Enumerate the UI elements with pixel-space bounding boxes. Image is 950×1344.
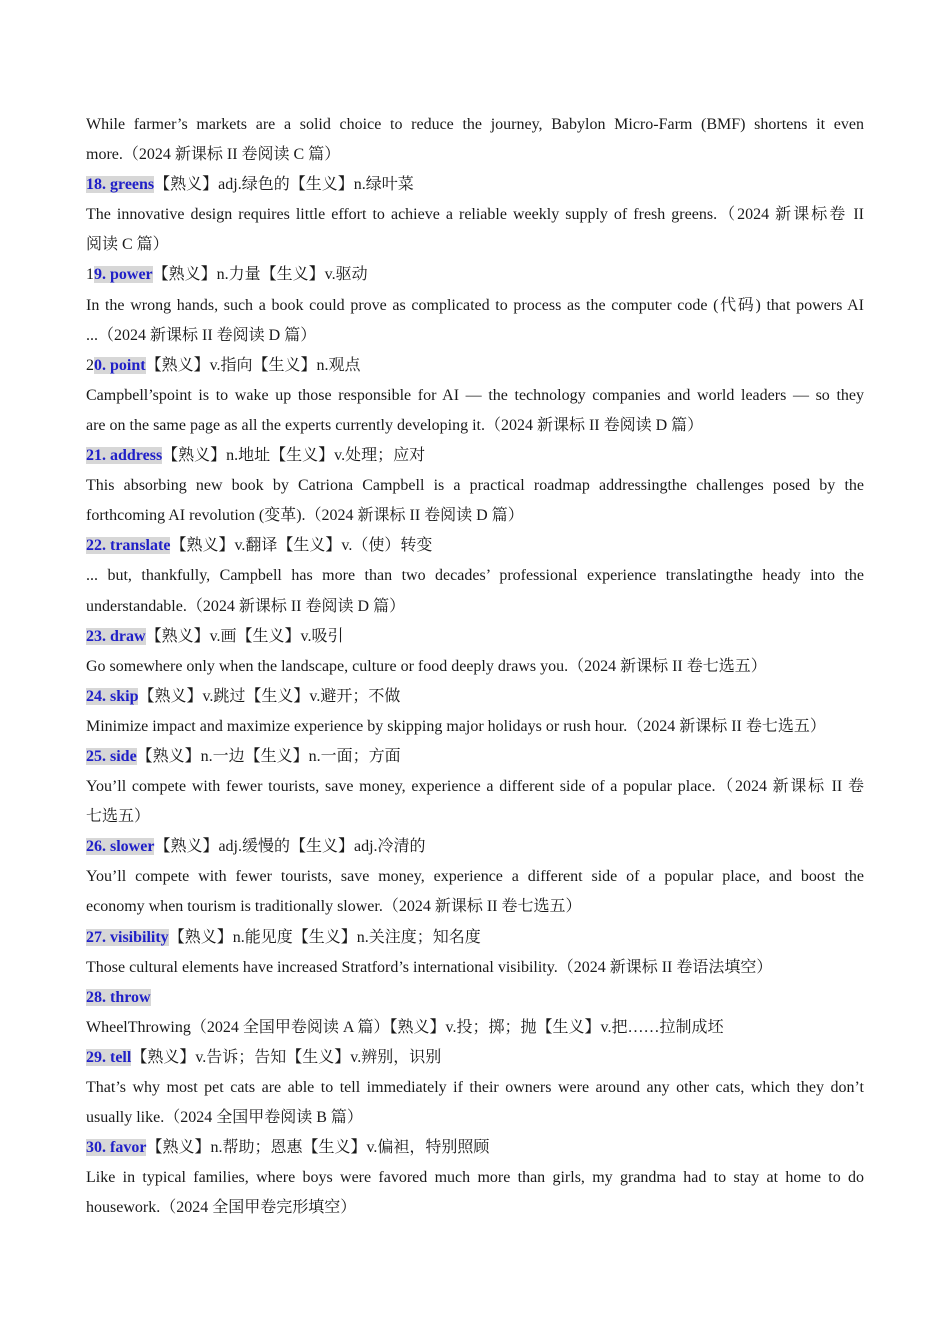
entry-word: 18. greens bbox=[86, 176, 155, 194]
example-sentence-line: 七选五） bbox=[86, 808, 151, 826]
example-sentence-line: economy when tourism is traditionally slower.（2024 新课标 II 卷七选五） bbox=[86, 898, 582, 916]
document-page bbox=[86, 110, 864, 1223]
entry-heading bbox=[86, 832, 864, 862]
example-sentence-line: Campbell’spoint is to wake up those responsible for AI — the technology companies and world leaders — so they bbox=[86, 386, 864, 404]
example-sentence-line: Those cultural elements have increased Stratford’s international visibility.（2024 新课标 II 卷语法填空） bbox=[86, 958, 773, 976]
entry-heading bbox=[86, 531, 864, 561]
entry-word: 29. tell bbox=[86, 1048, 132, 1066]
example-sentence-line: That’s why most pet cats are able to tell immediately if their owners were around any other cats, which they don’t bbox=[86, 1079, 864, 1096]
entry-meanings: 【熟义】n.能见度【生义】n.关注度；知名度 bbox=[168, 928, 481, 946]
entry-meanings: 【熟义】v.画【生义】v.吸引 bbox=[145, 627, 344, 645]
entry-meanings: 【熟义】n.帮助；恩惠【生义】v.偏袒，特别照顾 bbox=[146, 1139, 490, 1157]
entry-word: 27. visibility bbox=[86, 928, 169, 946]
entry-word: 22. translate bbox=[86, 537, 171, 555]
entry-heading bbox=[86, 983, 864, 1013]
vocab-entry bbox=[86, 1043, 864, 1133]
entry-meanings: 【熟义】n.力量【生义】v.驱动 bbox=[152, 266, 368, 284]
vocab-entry bbox=[86, 170, 864, 260]
vocab-entry bbox=[86, 923, 864, 983]
entry-heading bbox=[86, 260, 864, 290]
vocab-entry bbox=[86, 742, 864, 832]
entry-meanings: 【熟义】n.地址【生义】v.处理；应对 bbox=[162, 447, 426, 465]
entry-meanings: 【熟义】n.一边【生义】n.一面；方面 bbox=[136, 747, 401, 765]
entry-heading bbox=[86, 441, 864, 471]
example-sentence-line: The innovative design requires little effort to achieve a reliable weekly supply of fresh greens.（2024 新课标卷 II bbox=[86, 206, 864, 224]
vocab-entry bbox=[86, 1133, 864, 1223]
entry-heading bbox=[86, 1133, 864, 1163]
entry-word: 28. throw bbox=[86, 988, 151, 1006]
vocab-entry bbox=[86, 531, 864, 621]
example-sentence-line: 阅读 C 篇） bbox=[86, 236, 169, 254]
vocab-entry bbox=[86, 260, 864, 350]
entry-meanings: 【熟义】adj.缓慢的【生义】adj.冷清的 bbox=[154, 838, 426, 856]
entry-heading bbox=[86, 742, 864, 772]
entry-word: 0. point bbox=[94, 356, 146, 374]
entry-word: 9. power bbox=[94, 266, 153, 284]
entry-heading bbox=[86, 170, 864, 200]
entry-number-prefix: 1 bbox=[86, 266, 94, 284]
example-sentence-line: ...（2024 新课标 II 卷阅读 D 篇） bbox=[86, 326, 317, 344]
vocab-entry bbox=[86, 351, 864, 441]
example-sentence-line: While farmer’s markets are a solid choice to reduce the journey, Babylon Micro-Farm (BMF) shortens it even bbox=[86, 116, 864, 133]
example-sentence-line: Go somewhere only when the landscape, culture or food deeply draws you.（2024 新课标 II 卷七选五） bbox=[86, 657, 767, 675]
entry-word: 26. slower bbox=[86, 838, 155, 856]
vocab-entry bbox=[86, 110, 864, 170]
example-sentence-line: You’ll compete with fewer tourists, save money, experience a different side of a popular place.（2024 新课标 II 卷 bbox=[86, 778, 864, 796]
entry-heading bbox=[86, 682, 864, 712]
example-sentence-line: In the wrong hands, such a book could prove as complicated to process as the computer code (代码) that powers AI bbox=[86, 296, 864, 314]
entry-heading bbox=[86, 923, 864, 953]
entry-word: 25. side bbox=[86, 747, 137, 765]
example-sentence-line: You’ll compete with fewer tourists, save money, experience a different side of a popular place, and boost the bbox=[86, 868, 864, 886]
entry-heading bbox=[86, 1043, 864, 1073]
entry-meanings: 【熟义】v.告诉；告知【生义】v.辨别，识别 bbox=[131, 1048, 442, 1066]
entry-word: 21. address bbox=[86, 447, 163, 465]
entry-meanings: 【熟义】adj.绿色的【生义】n.绿叶菜 bbox=[154, 176, 414, 194]
entry-heading bbox=[86, 622, 864, 652]
vocab-entry bbox=[86, 441, 864, 531]
example-sentence-line: This absorbing new book by Catriona Campbell is a practical roadmap addressingthe challenges posed by the bbox=[86, 477, 864, 495]
entry-meanings: 【熟义】v.跳过【生义】v.避开；不做 bbox=[138, 687, 401, 705]
example-sentence-line: usually like.（2024 全国甲卷阅读 B 篇） bbox=[86, 1109, 363, 1127]
vocab-entry bbox=[86, 622, 864, 682]
example-sentence-line: more.（2024 新课标 II 卷阅读 C 篇） bbox=[86, 146, 341, 164]
entry-heading bbox=[86, 351, 864, 381]
example-sentence-line: housework.（2024 全国甲卷完形填空） bbox=[86, 1199, 357, 1217]
example-sentence-line: WheelThrowing（2024 全国甲卷阅读 A 篇）【熟义】v.投；掷；抛【生义】v.把……拉制成坯 bbox=[86, 1018, 724, 1036]
example-sentence-line: ... but, thankfully, Campbell has more than two decades’ professional experience translatingthe heady into the bbox=[86, 567, 864, 585]
example-sentence-line: are on the same page as all the experts currently developing it.（2024 新课标 II 卷阅读 D 篇） bbox=[86, 416, 704, 434]
entry-meanings: 【熟义】v.翻译【生义】v.（使）转变 bbox=[170, 537, 433, 555]
vocab-entry bbox=[86, 682, 864, 742]
entry-word: 24. skip bbox=[86, 687, 139, 705]
example-sentence-line: understandable.（2024 新课标 II 卷阅读 D 篇） bbox=[86, 597, 406, 615]
entry-word: 23. draw bbox=[86, 627, 146, 645]
entry-number-prefix: 2 bbox=[86, 356, 94, 374]
vocab-entry bbox=[86, 983, 864, 1043]
entry-meanings: 【熟义】v.指向【生义】n.观点 bbox=[145, 356, 361, 374]
example-sentence-line: forthcoming AI revolution (变革).（2024 新课标 II 卷阅读 D 篇） bbox=[86, 507, 524, 525]
example-sentence-line: Like in typical families, where boys were favored much more than girls, my grandma had to stay at home to do bbox=[86, 1169, 864, 1187]
example-sentence-line: Minimize impact and maximize experience by skipping major holidays or rush hour.（2024 新课标 II 卷七选五） bbox=[86, 717, 826, 735]
entry-word: 30. favor bbox=[86, 1139, 147, 1157]
vocab-entry bbox=[86, 832, 864, 922]
